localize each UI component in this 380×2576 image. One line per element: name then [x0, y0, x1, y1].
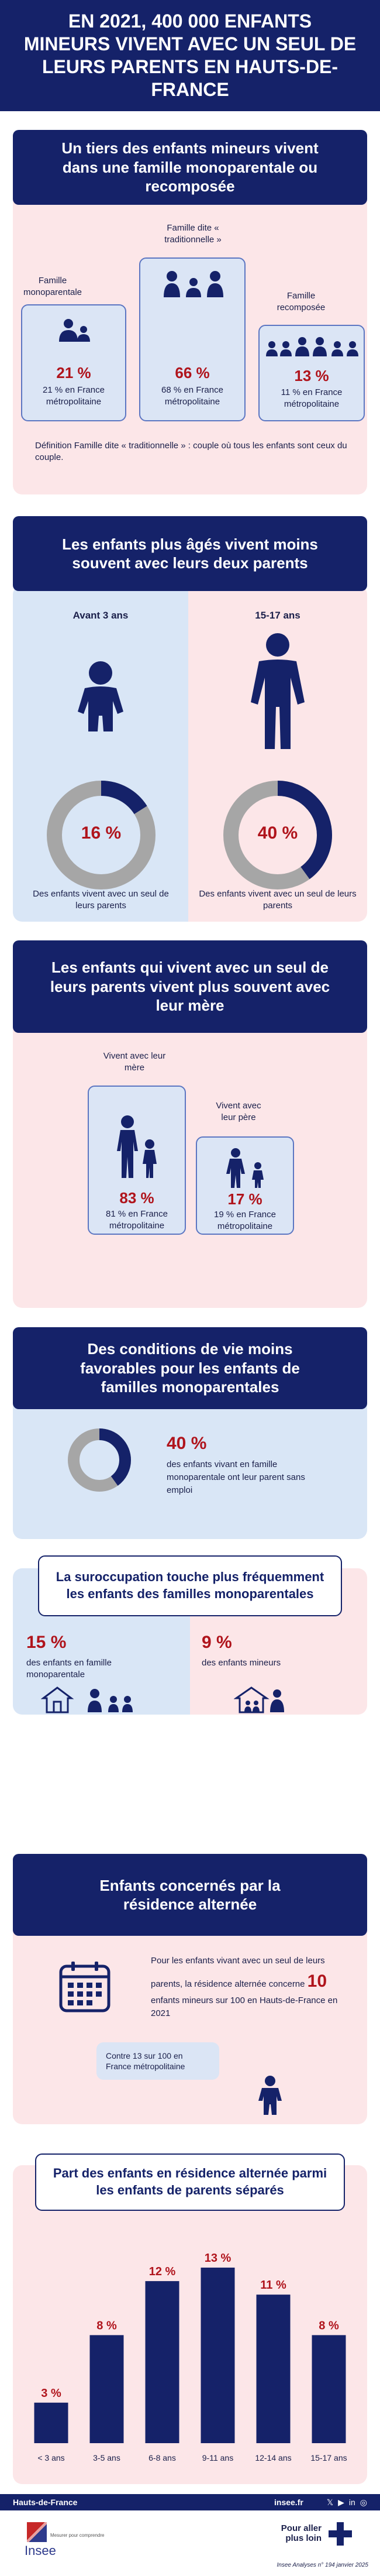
family-card-traditionnelle [139, 257, 246, 421]
family-card-monoparentale [21, 304, 126, 421]
overcrowding-right-pct: 9 % [202, 1633, 232, 1652]
bar-value-label: 8 % [319, 2319, 339, 2333]
overcrowding-left-text: des enfants en famille monoparentale [26, 1658, 112, 1679]
donut-no-employment [67, 1428, 132, 1492]
bar-value-label: 3 % [41, 2386, 61, 2400]
overcrowding-title: La suroccupation touche plus fréquemment les enfants des familles monoparentales [38, 1555, 342, 1616]
donut-pct: 16 % [81, 823, 122, 843]
footer-region: Hauts-de-France [13, 2498, 78, 2507]
bar-6-8 ans [146, 2281, 179, 2443]
age-section-title: Les enfants plus âgés vivent moins souvent avec leurs deux parents [13, 516, 367, 591]
parent-pct: 83 % [119, 1189, 154, 1207]
chart-title: Part des enfants en résidence alternée parmi les enfants de parents séparés [35, 2153, 345, 2211]
family-pct: 21 % [56, 364, 91, 382]
bar-value-label: 12 % [148, 2265, 176, 2279]
donut-pct: 40 % [257, 823, 298, 843]
insee-logo-mark [27, 2522, 47, 2542]
house-children-icon [234, 1685, 286, 1713]
instagram-icon[interactable]: ◎ [360, 2497, 367, 2507]
employment-pct: 40 % [167, 1434, 207, 1453]
father-child-icon [223, 1148, 270, 1189]
age-caption: Des enfants vivent avec un seul de leurs parents [199, 889, 357, 911]
age-label: 15-17 ans [255, 610, 300, 621]
family-card-recomposee [258, 325, 365, 421]
page-title: EN 2021, 400 000 ENFANTS MINEURS VIVENT AVEC UN SEUL DE LEURS PARENTS EN HAUTS-DE-FRANCE [23, 10, 357, 101]
x-tick-label: 3-5 ans [93, 2453, 120, 2462]
shared-custody-text-before: Pour les enfants vivant avec un seul de leurs parents, la résidence alternée concerne [151, 1956, 325, 1989]
family-label: Famille dite « traditionnelle » [164, 223, 222, 245]
publication-reference: Insee Analyses n° 194 janvier 2025 [277, 2562, 368, 2568]
plus-icon [329, 2522, 352, 2546]
family-france: 68 % en France métropolitaine [161, 385, 223, 407]
insee-logo-tagline: Mesurer pour comprendre [50, 2533, 105, 2538]
shared-custody-section [13, 1919, 367, 2124]
footer-site-link[interactable]: insee.fr [274, 2498, 303, 2507]
mother-child-icon [115, 1115, 161, 1179]
parent-france: 19 % en France métropolitaine [214, 1210, 276, 1231]
family-france: 21 % en France métropolitaine [43, 385, 105, 407]
father-card [196, 1136, 294, 1235]
bar-15-17 ans [312, 2335, 346, 2443]
mother-card [88, 1086, 186, 1235]
blended-family-icon [266, 336, 360, 358]
parent-section [13, 1007, 367, 1308]
youtube-icon[interactable]: ▶ [338, 2497, 344, 2507]
parent-label: Vivent avec leur père [216, 1101, 261, 1122]
overcrowding-left-pct: 15 % [26, 1633, 67, 1652]
insee-logo [22, 2522, 151, 2563]
x-tick-label: 15-17 ans [310, 2453, 347, 2462]
overcrowding-right-text: des enfants mineurs [202, 1658, 281, 1668]
parent-pct: 17 % [227, 1190, 262, 1208]
bar-chart [23, 2218, 357, 2475]
shared-custody-text [151, 1955, 344, 2021]
child-icon [257, 2075, 283, 2116]
x-tick-label: 6-8 ans [148, 2453, 176, 2462]
linkedin-icon[interactable]: in [348, 2497, 355, 2507]
bar-value-label: 13 % [204, 2252, 232, 2265]
employment-title: Des conditions de vie moins favorables pour les enfants de familles monoparentales [13, 1327, 367, 1409]
more-info-label: Pour aller plus loin [281, 2523, 322, 2544]
calendar-icon [58, 1960, 111, 2013]
x-tick-label: 12-14 ans [255, 2453, 292, 2462]
family-definition: Définition Famille dite « traditionnelle » : couple où tous les enfants sont ceux du couple. [35, 441, 347, 462]
footer-bar [0, 2494, 380, 2510]
traditional-family-icon [164, 270, 223, 298]
x-tick-label: < 3 ans [37, 2453, 65, 2462]
comparison-bubble: Contre 13 sur 100 en France métropolitaine [96, 2042, 219, 2080]
shared-custody-title: Enfants concernés par la résidence alternée [13, 1854, 367, 1936]
bar-value-label: 11 % [260, 2279, 286, 2292]
family-types-title: Un tiers des enfants mineurs vivent dans une famille monoparentale ou recomposée [13, 130, 367, 205]
family-pct: 13 % [294, 367, 329, 384]
toddler-icon [74, 660, 127, 733]
age-caption: Des enfants vivent avec un seul de leurs parents [33, 889, 169, 911]
house-family-icon [41, 1685, 134, 1713]
x-social-icon[interactable]: 𝕏 [326, 2497, 334, 2507]
family-pct: 66 % [175, 364, 210, 382]
family-label: Famille recomposée [277, 291, 326, 312]
teen-icon [248, 632, 307, 752]
parent-label: Vivent avec leur mère [103, 1051, 166, 1073]
bar-< 3 ans [34, 2403, 68, 2443]
family-label: Famille monoparentale [23, 276, 82, 297]
bar-value-label: 8 % [96, 2319, 117, 2333]
parent-section-title: Les enfants qui vivent avec un seul de leurs parents vivent plus souvent avec leur mère [13, 940, 367, 1033]
header-banner [0, 0, 380, 111]
shared-custody-text-after: enfants mineurs sur 100 en Hauts-de-France en 2021 [151, 1995, 338, 2018]
bar-9-11 ans [201, 2268, 235, 2443]
x-tick-label: 9-11 ans [202, 2453, 234, 2462]
shared-custody-number: 10 [307, 1971, 327, 1991]
family-france: 11 % en France métropolitaine [281, 387, 343, 409]
parent-france: 81 % en France métropolitaine [106, 1209, 168, 1231]
employment-text: des enfants vivant en famille monoparentale ont leur parent sans emploi [167, 1459, 305, 1495]
bar-3-5 ans [90, 2335, 124, 2443]
single-parent-family-icon [54, 318, 95, 343]
more-info-link[interactable] [263, 2521, 362, 2550]
age-label: Avant 3 ans [72, 610, 129, 621]
bar-12-14 ans [257, 2295, 291, 2443]
insee-logo-brand: Insee [25, 2543, 56, 2558]
